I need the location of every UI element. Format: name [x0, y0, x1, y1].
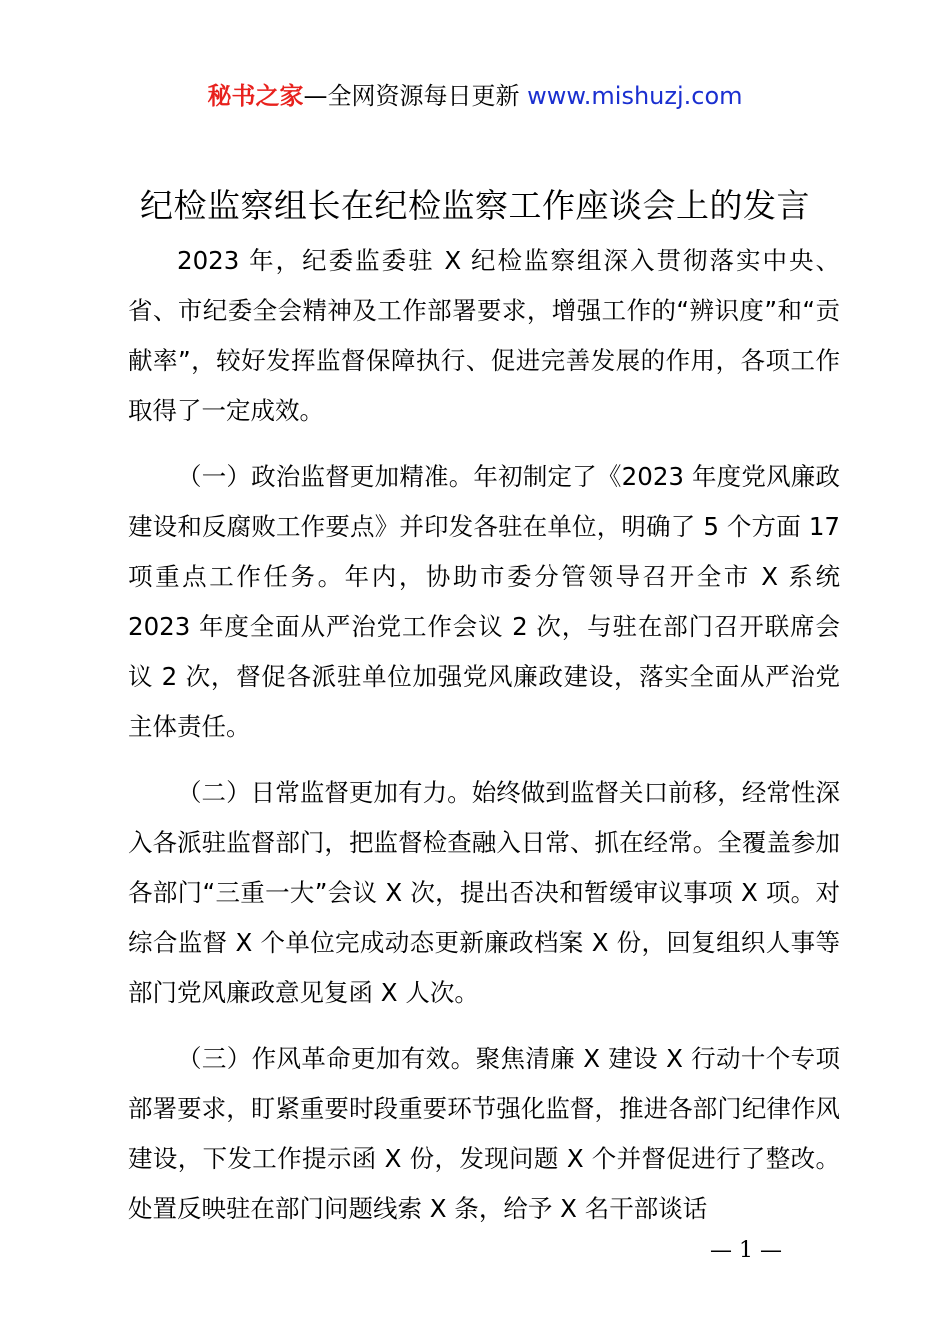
paragraph-political-supervision: （一）政治监督更加精准。年初制定了《2023 年度党风廉政建设和反腐败工作要点》并印发各驻在单位，明确了 5 个方面 17 项重点工作任务。年内，协助市委分管领导召开全市 X 系统 2023 年度全面从严治党工作会议 2 次，与驻在部门召开联席会议 2 次，督促各派驻单位加强党风廉政建设，落实全面从严治党主体责任。: [128, 462, 840, 741]
site-url-link[interactable]: www.mishuzj.com: [527, 82, 743, 110]
paragraph-intro: 2023 年，纪委监委驻 X 纪检监察组深入贯彻落实中央、省、市纪委全会精神及工作部署要求，增强工作的“辨识度”和“贡献率”，较好发挥监督保障执行、促进完善发展的作用，各项工作取得了一定成效。: [128, 246, 840, 425]
page-number: — 1 —: [710, 1238, 782, 1263]
paragraph-work-style: （三）作风革命更加有效。聚焦清廉 X 建设 X 行动十个专项部署要求，盯紧重要时段重要环节强化监督，推进各部门纪律作风建设，下发工作提示函 X 份，发现问题 X 个并督促进行了整改。处置反映驻在部门问题线索 X 条，给予 X 名干部谈话: [128, 1044, 840, 1223]
document-body: [128, 236, 840, 1250]
brand-name: 秘书之家: [207, 82, 304, 110]
document-title: 纪检监察组长在纪检监察工作座谈会上的发言: [140, 186, 810, 225]
paragraph-daily-supervision: （二）日常监督更加有力。始终做到监督关口前移，经常性深入各派驻监督部门，把监督检查融入日常、抓在经常。全覆盖参加各部门“三重一大”会议 X 次，提出否决和暂缓审议事项 X 项。对综合监督 X 个单位完成动态更新廉政档案 X 份，回复组织人事等部门党风廉政意见复函 X 人次。: [128, 778, 840, 1007]
header-banner: [0, 79, 950, 113]
header-tagline: —全网资源每日更新: [303, 82, 528, 110]
